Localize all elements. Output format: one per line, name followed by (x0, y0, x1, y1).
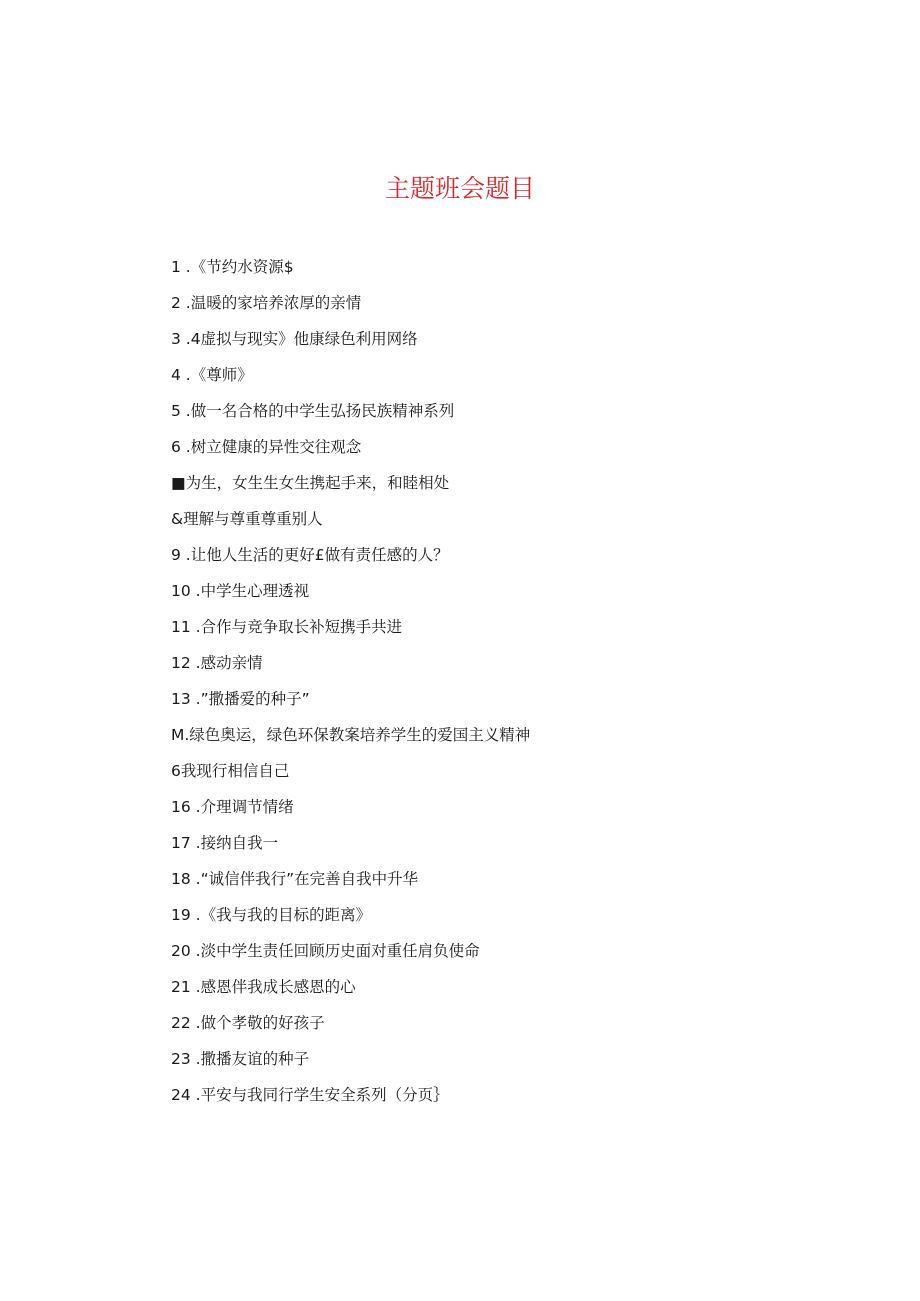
list-item: 22 .做个孝敬的好孩子 (171, 1014, 325, 1032)
list-item: 12 .感动亲情 (171, 654, 263, 672)
list-item: 24 .平安与我同行学生安全系列（分页｝ (171, 1086, 449, 1104)
list-item: 1 .《节约水资源$ (171, 258, 294, 276)
list-item: 5 .做一名合格的中学生弘扬民族精神系列 (171, 402, 455, 420)
list-item: M.绿色奥运，绿色环保教案培养学生的爱国主义精神 (171, 726, 531, 744)
list-item: 20 .淡中学生责任回顾历史面对重任肩负使命 (171, 942, 480, 960)
list-item: 6 .树立健康的异性交往观念 (171, 438, 362, 456)
topic-list (171, 252, 871, 1116)
list-item: 19 .《我与我的目标的距离》 (171, 906, 372, 924)
list-item: ■为生，女生生女生携起手来，和睦相处 (171, 474, 450, 492)
list-item: &理解与尊重尊重别人 (171, 510, 323, 528)
list-item: 9 .让他人生活的更好£做有责任感的人？ (171, 546, 449, 564)
list-item: 3 .4虚拟与现实》他康绿色利用网络 (171, 330, 418, 348)
list-item: 2 .温暖的家培养浓厚的亲情 (171, 294, 362, 312)
list-item: 13 .”撒播爱的种子” (171, 690, 310, 708)
list-item: 4 .《尊师》 (171, 366, 253, 384)
list-item: 17 .接纳自我一 (171, 834, 279, 852)
list-item: 16 .介理调节情绪 (171, 798, 294, 816)
list-item: 18 .“诚信伴我行”在完善自我中升华 (171, 870, 419, 888)
list-item: 23 .撒播友谊的种子 (171, 1050, 310, 1068)
list-item: 6我现行相信自己 (171, 762, 290, 780)
list-item: 11 .合作与竞争取长补短携手共进 (171, 618, 403, 636)
list-item: 10 .中学生心理透视 (171, 582, 310, 600)
document-title: 主题班会题目 (384, 174, 535, 203)
list-item: 21 .感恩伴我成长感恩的心 (171, 978, 356, 996)
